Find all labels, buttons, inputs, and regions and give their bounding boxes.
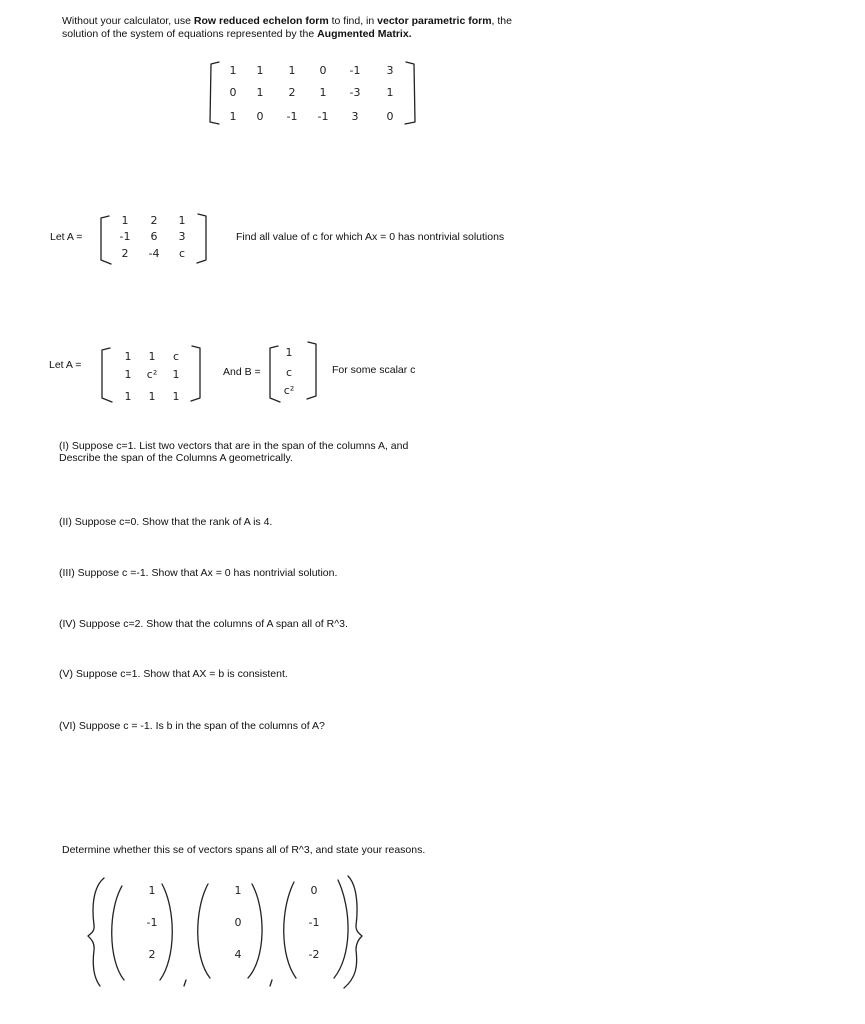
q3-and-b-label: And B = [223,366,261,378]
q2-let-a-label: Let A = [50,231,83,243]
q3-part-6: (VI) Suppose c = -1. Is b in the span of the columns of A? [59,720,325,732]
q1-matrix-entry: 3 [351,110,359,123]
q3-matrix-a-entry: 1 [124,368,132,381]
q3-scalar-note: For some scalar c [332,364,416,376]
q1-matrix-entry: 1 [256,64,264,77]
q4-prompt: Determine whether this se of vectors spans all of R^3, and state your reasons. [62,844,426,856]
q3-matrix-a-entry: 1 [148,390,156,403]
left-bracket [95,212,115,268]
right-bracket [402,58,422,128]
q3-part-1-line1: (I) Suppose c=1. List two vectors that are in the span of the columns A, and [59,440,409,452]
q3-part-5: (V) Suppose c=1. Show that AX = b is consistent. [59,668,288,680]
right-bracket [194,210,214,268]
q3-matrix-a-entry: 1 [172,368,180,381]
q3-part-2: (II) Suppose c=0. Show that the rank of A is 4. [59,516,273,528]
q3-matrix-a-entry: 1 [124,350,132,363]
q3-part-4: (IV) Suppose c=2. Show that the columns of A span all of R^3. [59,618,348,630]
q3-let-a-label: Let A = [49,359,82,371]
q1-matrix-entry: -1 [317,110,329,123]
q4-vector-1-entry: 1 [148,884,156,897]
q1-instructions-line1: Without your calculator, use Row reduced echelon form to find, in vector parametric form, the [62,15,512,27]
q4-vector-1-entry: 2 [148,948,156,961]
q1-matrix-entry: 1 [256,86,264,99]
q1-matrix-entry: -1 [286,110,298,123]
q2-prompt: Find all value of c for which Ax = 0 has nontrivial solutions [236,231,505,243]
q1-matrix-entry: -3 [349,86,361,99]
q3-part-3: (III) Suppose c =-1. Show that Ax = 0 has nontrivial solution. [59,567,338,579]
q2-matrix-entry: 2 [121,247,129,260]
right-bracket [304,336,324,406]
q1-matrix-entry: 1 [229,110,237,123]
q1-matrix-entry: 0 [386,110,394,123]
q1-matrix-entry: 1 [386,86,394,99]
q3-vector-b-entry: 1 [285,346,293,359]
q2-matrix-entry: 1 [178,214,186,227]
q2-matrix-entry: -4 [148,247,160,260]
right-bracket [188,340,208,408]
q3-part-1-line2: Describe the span of the Columns A geometrically. [59,452,293,464]
q1-matrix-entry: 0 [256,110,264,123]
q4-vector-2-entry: 0 [234,916,242,929]
q4-vector-2-entry: 1 [234,884,242,897]
q4-vector-3-entry: -2 [308,948,320,961]
q3-vector-b-entry: c² [283,384,295,397]
left-bracket [96,342,116,408]
q1-matrix-entry: 2 [288,86,296,99]
q3-matrix-a-entry: c [172,350,180,363]
q2-matrix-entry: c [178,247,186,260]
q1-matrix-entry: 1 [319,86,327,99]
q1-matrix-entry: 3 [386,64,394,77]
q4-vector-3-entry: -1 [308,916,320,929]
q4-vector-3-entry: 0 [310,884,318,897]
q2-matrix-entry: 2 [150,214,158,227]
q4-vector-1-entry: -1 [146,916,158,929]
q1-matrix-entry: 1 [288,64,296,77]
q1-matrix-entry: 0 [319,64,327,77]
q2-matrix-entry: 3 [178,230,186,243]
q1-matrix-entry: -1 [349,64,361,77]
q2-matrix-entry: -1 [119,230,131,243]
q1-matrix-entry: 1 [229,64,237,77]
q3-vector-b-entry: c [285,366,293,379]
q2-matrix-entry: 1 [121,214,129,227]
q3-matrix-a-entry: 1 [148,350,156,363]
q1-instructions-line2: solution of the system of equations represented by the Augmented Matrix. [62,28,412,40]
q3-matrix-a-entry: c² [146,368,158,381]
q2-matrix-entry: 6 [150,230,158,243]
q3-matrix-a-entry: 1 [124,390,132,403]
q4-vector-2-entry: 4 [234,948,242,961]
q3-matrix-a-entry: 1 [172,390,180,403]
q1-matrix-entry: 0 [229,86,237,99]
